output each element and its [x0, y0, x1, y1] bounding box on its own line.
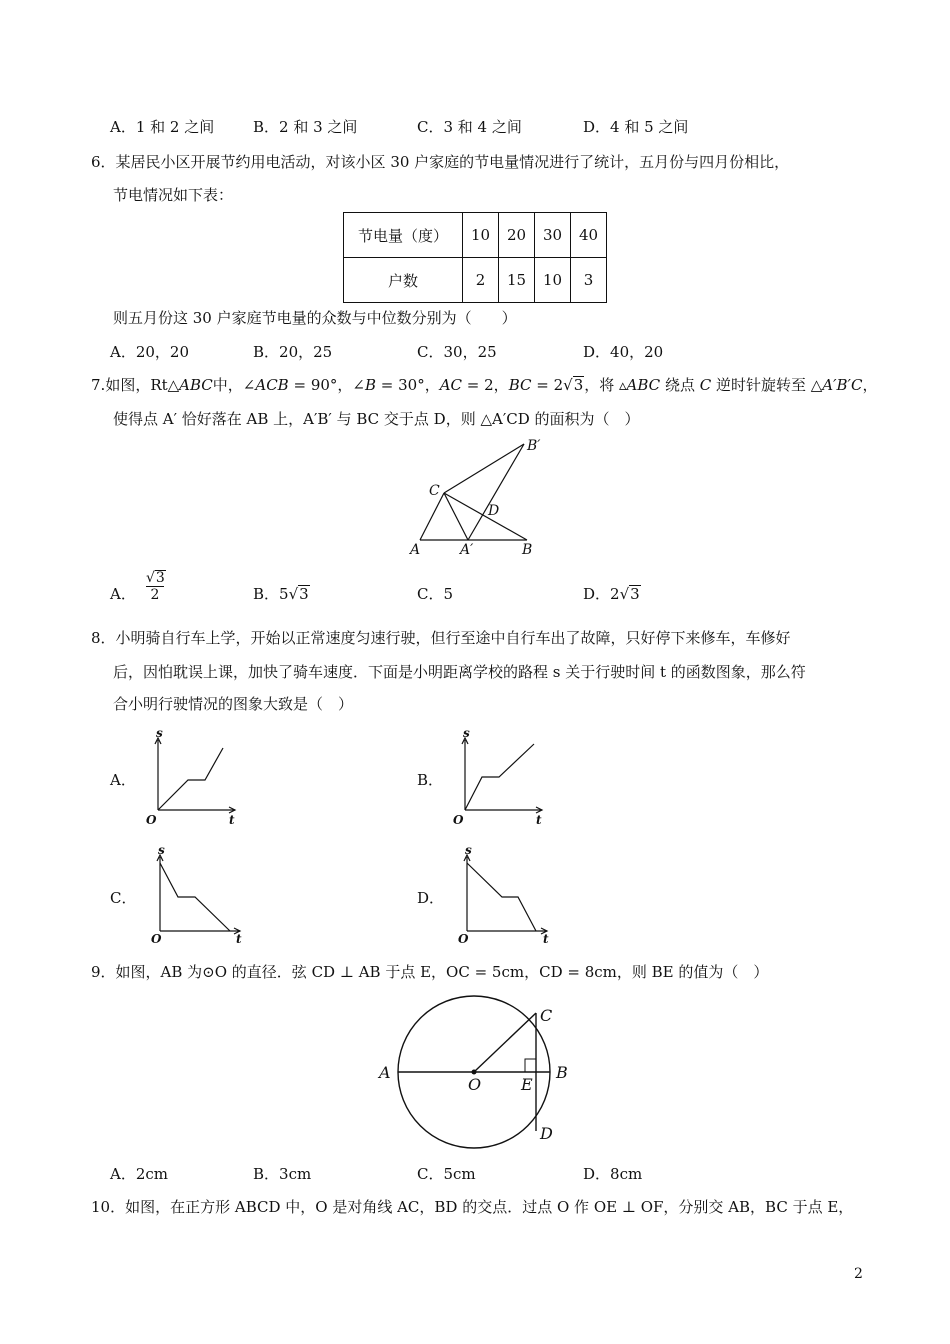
q6-cell: 20 [499, 213, 535, 258]
q8-axis-s-label: s [158, 845, 165, 857]
q9-label-a: A [379, 1063, 391, 1082]
q7-label-b: B [522, 542, 533, 558]
q6-stem-line2: 节电情况如下表： [113, 186, 234, 204]
q6-cell: 15 [499, 258, 535, 303]
q7-label-c: C [429, 483, 440, 499]
q8-origin-label: O [151, 932, 162, 945]
q6-table-row [344, 258, 607, 303]
q9-label-o: O [468, 1075, 482, 1094]
q8-origin-label: O [146, 813, 157, 827]
q9-option-d: D．8cm [583, 1165, 643, 1183]
q6-cell: 10 [463, 213, 499, 258]
q8-axis-t-label: t [229, 813, 235, 827]
q6-question: 则五月份这 30 户家庭节电量的众数与中位数分别为（ ） [113, 309, 517, 327]
q7-option-a-frac [146, 570, 164, 603]
q6-option-c: C．30，25 [417, 343, 497, 361]
q7-option-c: C．5 [417, 585, 454, 603]
q5-option-c: C．3 和 4 之间 [417, 118, 522, 136]
q7-segment [468, 444, 524, 540]
q7-option-b [253, 583, 310, 604]
sqrt-symbol: √ [563, 376, 573, 394]
q6-row2-header: 户数 [344, 258, 463, 303]
q9-right-angle [525, 1059, 536, 1072]
q9-figure [370, 995, 580, 1155]
q9-center-dot [472, 1070, 477, 1075]
q10-stem-line1: 10．如图，在正方形 ABCD 中，O 是对角线 AC，BD 的交点．过点 O 作 OE ⊥ OF，分别交 AB，BC 于点 E， [91, 1198, 854, 1216]
q5-option-d: D．4 和 5 之间 [583, 118, 689, 136]
q7-text: 逆时针旋转至 △ [711, 376, 823, 394]
q9-stem-line1: 9．如图，AB 为⊙O 的直径．弦 CD ⊥ AB 于点 E，OC = 5cm，CD = 8cm，则 BE 的值为（ ） [91, 963, 769, 981]
q8-origin-label: O [453, 813, 464, 827]
q7-option-a-label: A． [110, 585, 136, 603]
q7-var: BC [508, 376, 532, 394]
q7-text: = 90°，∠ [288, 376, 365, 394]
q8-graph-a [140, 728, 245, 828]
q8-label-a: A． [110, 771, 136, 789]
q5-option-b: B．2 和 3 之间 [253, 118, 358, 136]
q6-option-b: B．20，25 [253, 343, 333, 361]
q8-graph-d [452, 845, 557, 945]
q6-cell: 40 [571, 213, 607, 258]
q8-graph-c [145, 845, 250, 945]
q7-option-a-den: 2 [150, 587, 160, 604]
q9-option-c: C．5cm [417, 1165, 476, 1183]
q6-stem-line1: 6．某居民小区开展节约用电活动，对该小区 30 户家庭的节电量情况进行了统计，五月份与四月份相比， [91, 153, 790, 171]
q9-label-b: B [556, 1063, 568, 1082]
q6-option-d: D．40，20 [583, 343, 664, 361]
q9-option-b: B．3cm [253, 1165, 312, 1183]
q7-text: 如图，Rt△ [105, 376, 180, 394]
q7-var: A′B′C [822, 376, 863, 394]
q8-origin-label: O [458, 932, 469, 945]
q8-stem-line1: 8．小明骑自行车上学，开始以正常速度匀速行驶，但行至途中自行车出了故障，只好停下来修车，车修好 [91, 629, 791, 647]
q7-number: 7. [91, 376, 106, 394]
sqrt-symbol: √ [146, 570, 155, 586]
q7-label-a: A [410, 542, 421, 558]
q7-text: = 2， [462, 376, 509, 394]
q8-curve-c [160, 863, 230, 931]
q6-cell: 3 [571, 258, 607, 303]
q7-option-d-arg: 3 [630, 585, 640, 603]
q6-option-a: A．20，20 [110, 343, 190, 361]
q7-text: = 2 [531, 376, 564, 394]
q6-cell: 30 [535, 213, 571, 258]
q7-stem-line1 [91, 374, 877, 395]
q5-option-a: A．1 和 2 之间 [110, 118, 215, 136]
sqrt-symbol: √ [619, 585, 630, 603]
q7-var: ABC [179, 376, 213, 394]
q7-option-a-num: 3 [155, 570, 165, 586]
q7-var: B [364, 376, 377, 394]
q8-stem-line2: 后，因怕耽误上课，加快了骑车速度．下面是小明距离学校的路程 s 关于行驶时间 t 的函数图象，那么符 [113, 663, 806, 681]
q6-table [343, 212, 607, 303]
q7-option-d [583, 583, 641, 604]
q7-sqrt-arg: 3 [573, 376, 584, 394]
q7-text: ，将 ▵ [584, 376, 627, 394]
sqrt-symbol: √ [288, 585, 299, 603]
q6-table-row [344, 213, 607, 258]
q7-option-b-arg: 3 [299, 585, 309, 603]
q7-stem-line2: 使得点 A′ 恰好落在 AB 上，A′B′ 与 BC 交于点 D，则 △A′CD 的面积为（ ） [113, 410, 640, 428]
q9-label-d: D [540, 1124, 553, 1143]
q8-axis-t-label: t [543, 932, 549, 945]
q7-var: ACB [255, 376, 289, 394]
q8-axis-t-label: t [236, 932, 242, 945]
q8-axis-s-label: s [465, 845, 472, 857]
q7-figure [400, 436, 550, 562]
q8-label-b: B． [417, 771, 444, 789]
q6-cell: 2 [463, 258, 499, 303]
q7-label-b1: B′ [527, 438, 541, 454]
q7-var: AC [439, 376, 463, 394]
q7-segment [420, 493, 444, 540]
q7-text: ， [862, 376, 878, 394]
q8-axis-s-label: s [156, 728, 163, 740]
q7-label-d: D [488, 503, 500, 519]
q7-segment [444, 444, 524, 493]
q7-text: = 30°， [376, 376, 440, 394]
q7-option-d-label: D．2 [583, 585, 620, 603]
q7-label-a1: A′ [460, 542, 474, 558]
q9-radius-oc [474, 1013, 536, 1072]
q8-stem-line3: 合小明行驶情况的图象大致是（ ） [113, 695, 354, 713]
q9-option-a: A．2cm [110, 1165, 169, 1183]
q7-var: C [699, 376, 712, 394]
q8-axis-s-label: s [463, 728, 470, 740]
q9-label-e: E [521, 1075, 533, 1094]
page-number: 2 [854, 1266, 863, 1282]
q8-curve-b [465, 744, 534, 810]
q7-option-a [110, 583, 136, 604]
q8-axis-t-label: t [536, 813, 542, 827]
q6-cell: 10 [535, 258, 571, 303]
q8-graph-b [447, 728, 552, 828]
q8-label-d: D． [417, 889, 445, 907]
q6-row1-header: 节电量（度） [344, 213, 463, 258]
q7-var: ABC [626, 376, 661, 394]
q8-curve-a [158, 748, 223, 810]
q8-label-c: C． [110, 889, 137, 907]
q7-text: 中，∠ [212, 376, 256, 394]
q7-text: 绕点 [660, 376, 700, 394]
q8-curve-d [467, 863, 536, 931]
q7-option-b-label: B．5 [253, 585, 289, 603]
q9-label-c: C [540, 1006, 553, 1025]
